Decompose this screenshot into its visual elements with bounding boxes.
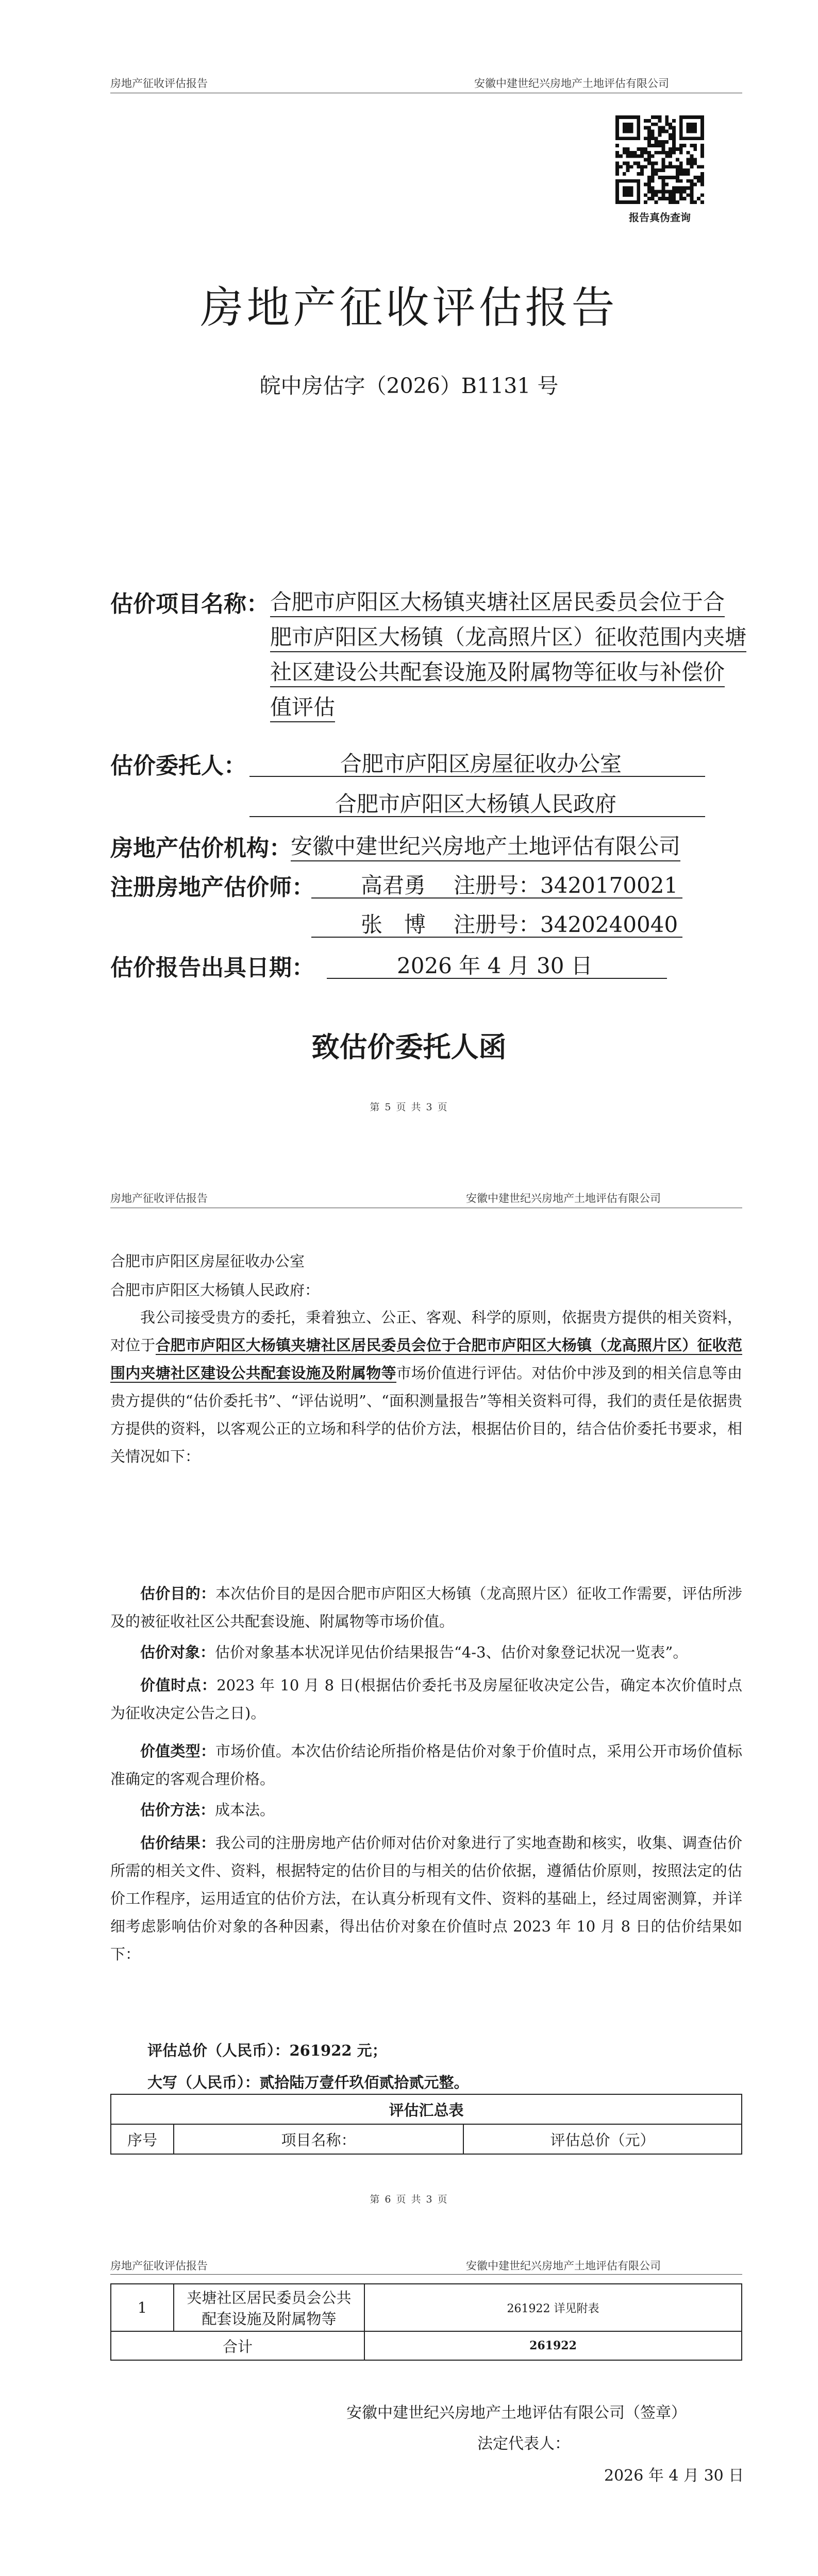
appraiser-1-name: 高君勇 — [361, 873, 426, 898]
client-label: 估价委托人： — [110, 753, 246, 779]
agency-label: 房地产估价机构： — [110, 835, 292, 861]
appraiser-label: 注册房地产估价师： — [110, 874, 314, 901]
addressee-1: 合肥市庐阳区房屋征收办公室 — [110, 1252, 305, 1270]
purpose-paragraph — [110, 1580, 742, 1635]
object-label: 估价对象： — [140, 1643, 215, 1661]
page-footer: 第 6 页 共 3 页 — [370, 2194, 448, 2205]
result-text: 我公司的注册房地产估价师对估价对象进行了实地查勘和核实，收集、调查估价所需的相关文件、资料，根据特定的估价目的与相关的估价依据，遵循估价原则，按照法定的估价工作程序，运用适宜的估价方法，在认真分析现有文件、资料的基础上，经过周密测算，并详细考虑影响估价对象的各种因素，得出估价对象在价值时点 2023 年 10 月 8 日的估价结果如下： — [110, 1834, 742, 1963]
col-no: 序号 — [111, 2124, 174, 2154]
client-1-underline — [249, 776, 705, 777]
total-label: 合计 — [111, 2331, 364, 2360]
header-rule — [110, 2274, 742, 2275]
project-name-line-2: 肥市庐阳区大杨镇（龙高照片区）征收范围内夹塘 — [270, 620, 746, 652]
legal-representative: 法定代表人： — [477, 2435, 570, 2453]
running-header-left: 房地产征收评估报告 — [110, 2260, 208, 2272]
appraiser-1-reg: 注册号：3420170021 — [454, 873, 678, 898]
object-text: 估价对象基本状况详见估价结果报告“4-3、估价对象登记状况一览表”。 — [215, 1643, 688, 1661]
value-type-label: 价值类型： — [140, 1742, 216, 1760]
purpose-text: 本次估价目的是因合肥市庐阳区大杨镇（龙高照片区）征收工作需要，评估所涉及的被征收社区公共配套设施、附属物等市场价值。 — [110, 1585, 742, 1630]
summary-table-body — [110, 2283, 742, 2361]
running-header-left: 房地产征收评估报告 — [110, 77, 208, 90]
client-2: 合肥市庐阳区大杨镇人民政府 — [335, 791, 617, 817]
running-header-right: 安徽中建世纪兴房地产土地评估有限公司 — [474, 77, 669, 90]
value-time-paragraph — [110, 1671, 742, 1727]
project-name-line-4: 值评估 — [270, 690, 335, 722]
report-title: 房地产征收评估报告 — [200, 282, 618, 333]
total-cell: 261922 — [364, 2331, 742, 2360]
col-value: 评估总价（元） — [463, 2124, 742, 2154]
total-value: 评估总价（人民币）：261922 元； — [147, 2042, 387, 2059]
client-2-underline — [249, 816, 705, 817]
row-value: 261922 详见附表 — [364, 2284, 742, 2331]
summary-table-head — [110, 2094, 742, 2155]
col-name: 项目名称： — [174, 2124, 463, 2154]
row-name: 夹塘社区居民委员会公共配套设施及附属物等 — [174, 2284, 364, 2331]
value-time-text: 2023 年 10 月 8 日(根据估价委托书及房屋征收决定公告，确定本次价值时点为征收决定公告之日)。 — [110, 1676, 742, 1722]
report-number: 皖中房估字（2026）B1131 号 — [259, 374, 559, 398]
letter-heading: 致估价委托人函 — [311, 1030, 507, 1063]
purpose-label: 估价目的： — [140, 1585, 216, 1602]
row-no: 1 — [111, 2284, 174, 2331]
signature-page — [0, 2241, 818, 2576]
value-time-label: 价值时点： — [140, 1676, 217, 1694]
appraiser-2-underline — [311, 937, 682, 938]
running-header-left: 房地产征收评估报告 — [110, 1192, 208, 1205]
appraiser-2-reg: 注册号：3420240040 — [454, 912, 678, 937]
qr-caption: 报告真伪查询 — [629, 211, 691, 224]
running-header-right: 安徽中建世纪兴房地产土地评估有限公司 — [466, 1192, 661, 1205]
summary-table-title: 评估汇总表 — [111, 2094, 742, 2124]
table-row — [111, 2284, 742, 2331]
intro-text-2: 市场价值进行评估。对估价中涉及到的相关信息等由贵方提供的“估价委托书”、“评估说明”、“面积测量报告”等相关资料可得，我们的责任是依据贵方提供的资料，以客观公正的立场和科学的估价方法，根据估价目的，结合估价委托书要求，相关情况如下： — [110, 1364, 742, 1465]
report-date: 2026 年 4 月 30 日 — [397, 953, 593, 978]
object-paragraph — [110, 1638, 742, 1666]
value-type-text: 市场价值。本次估价结论所指价格是估价对象于价值时点，采用公开市场价值标准确定的客观合理价格。 — [110, 1742, 742, 1788]
cover-page — [0, 0, 818, 1149]
agency-name: 安徽中建世纪兴房地产土地评估有限公司 — [291, 829, 680, 861]
report-date-underline — [327, 978, 667, 979]
client-1: 合肥市庐阳区房屋征收办公室 — [340, 751, 622, 776]
method-text: 成本法。 — [215, 1801, 275, 1819]
project-name-line-3: 社区建设公共配套设施及附属物等征收与补偿价 — [270, 655, 725, 687]
signing-date: 2026 年 4 月 30 日 — [604, 2467, 744, 2485]
project-name-line-1: 合肥市庐阳区大杨镇夹塘社区居民委员会位于合 — [270, 585, 725, 617]
intro-text: 我公司接受贵方的委托，秉着独立、公正、客观、科学的原则，依据贵方提供的相关资料，对位于 — [110, 1309, 742, 1354]
addressee-2: 合肥市庐阳区大杨镇人民政府： — [110, 1281, 320, 1299]
report-date-label: 估价报告出具日期： — [110, 955, 314, 981]
signing-company: 安徽中建世纪兴房地产土地评估有限公司（签章） — [346, 2404, 687, 2422]
method-paragraph — [110, 1796, 742, 1824]
project-name-label: 估价项目名称： — [110, 591, 269, 617]
method-label: 估价方法： — [140, 1801, 215, 1819]
letter-intro — [110, 1303, 742, 1470]
table-total-row — [111, 2331, 742, 2360]
result-label: 估价结果： — [140, 1834, 216, 1852]
appraiser-1-underline — [311, 897, 682, 899]
appraiser-2-name: 张 博 — [361, 912, 426, 937]
running-header-right: 安徽中建世纪兴房地产土地评估有限公司 — [466, 2260, 661, 2272]
page-footer: 第 5 页 共 3 页 — [370, 1101, 448, 1113]
result-paragraph — [110, 1829, 742, 1968]
letter-page — [0, 1149, 818, 2241]
value-type-paragraph — [110, 1737, 742, 1793]
total-value-capital: 大写（人民币）：贰拾陆万壹仟玖佰贰拾贰元整。 — [147, 2074, 469, 2091]
qr-code-icon[interactable] — [615, 115, 704, 204]
intro-subject: 合肥市庐阳区大杨镇夹塘社区居民委员会位于合肥市庐阳区大杨镇（龙高照片区）征收范围内夹塘社区建设公共配套设施及附属物等 — [110, 1336, 742, 1382]
